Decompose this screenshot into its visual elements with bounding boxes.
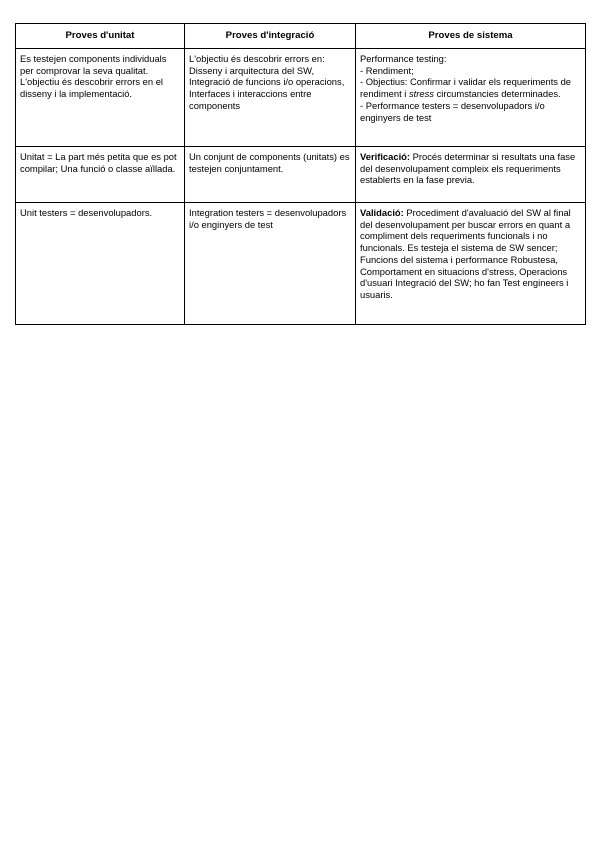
performance-objectius (360, 76, 581, 100)
cell-integration-description: L'objectiu és descobrir errors en: Disseny i arquitectura del SW, Integració de funcions i/o operacions, Interfaces i interaccions entre components (185, 48, 356, 146)
table-row (16, 202, 586, 324)
cell-integration-testers: Integration testers = desenvolupadors i/o enginyers de test (185, 202, 356, 324)
performance-rendiment: - Rendiment; (360, 64, 414, 76)
header-integration-tests: Proves d'integració (185, 24, 356, 49)
cell-unit-description: Es testejen components individuals per comprovar la seva qualitat. L'objectiu és descobrir errors en el disseny i la implementació. (16, 48, 185, 146)
header-unit-tests: Proves d'unitat (16, 24, 185, 49)
cell-unit-definition: Unitat = La part més petita que es pot compilar; Una funció o classe aïllada. (16, 146, 185, 202)
cell-system-performance (356, 48, 586, 146)
verification-text: Procés determinar si resultats una fase del desenvolupament compleix els requeriments establerts en la fase previa. (360, 150, 576, 186)
objectius-text: - Objectius: Confirmar i validar els requeriments de rendiment i (360, 76, 572, 100)
validation-label: Validació: (360, 206, 404, 218)
performance-testers: - Performance testers = desenvolupadors i/o enginyers de test (360, 99, 545, 123)
cell-integration-definition: Un conjunt de components (unitats) es testejen conjuntament. (185, 146, 356, 202)
cell-validation (356, 202, 586, 324)
verification-label: Verificació: (360, 150, 411, 162)
testing-comparison-table (15, 23, 586, 325)
objectius-text-end: circumstancies determinades. (434, 88, 561, 100)
table-row (16, 48, 586, 146)
cell-unit-testers: Unit testers = desenvolupadors. (16, 202, 185, 324)
header-system-tests: Proves de sistema (356, 24, 586, 49)
validation-text: Procediment d'avaluació del SW al final del desenvolupament per buscar errors en quant a compliment dels requeriments funcionals i no funcionals. Es testeja el sistema de SW sencer; Funcions del sistema i performance Robustesa, Comportament en situacions d'stress, Operacions d'usuari Integració del SW; ho fan Test engineers i usuaris. (360, 206, 571, 301)
performance-title: Performance testing: (360, 52, 447, 64)
cell-verification (356, 146, 586, 202)
stress-word: stress (408, 88, 434, 100)
table-row (16, 146, 586, 202)
table-header-row (16, 24, 586, 49)
